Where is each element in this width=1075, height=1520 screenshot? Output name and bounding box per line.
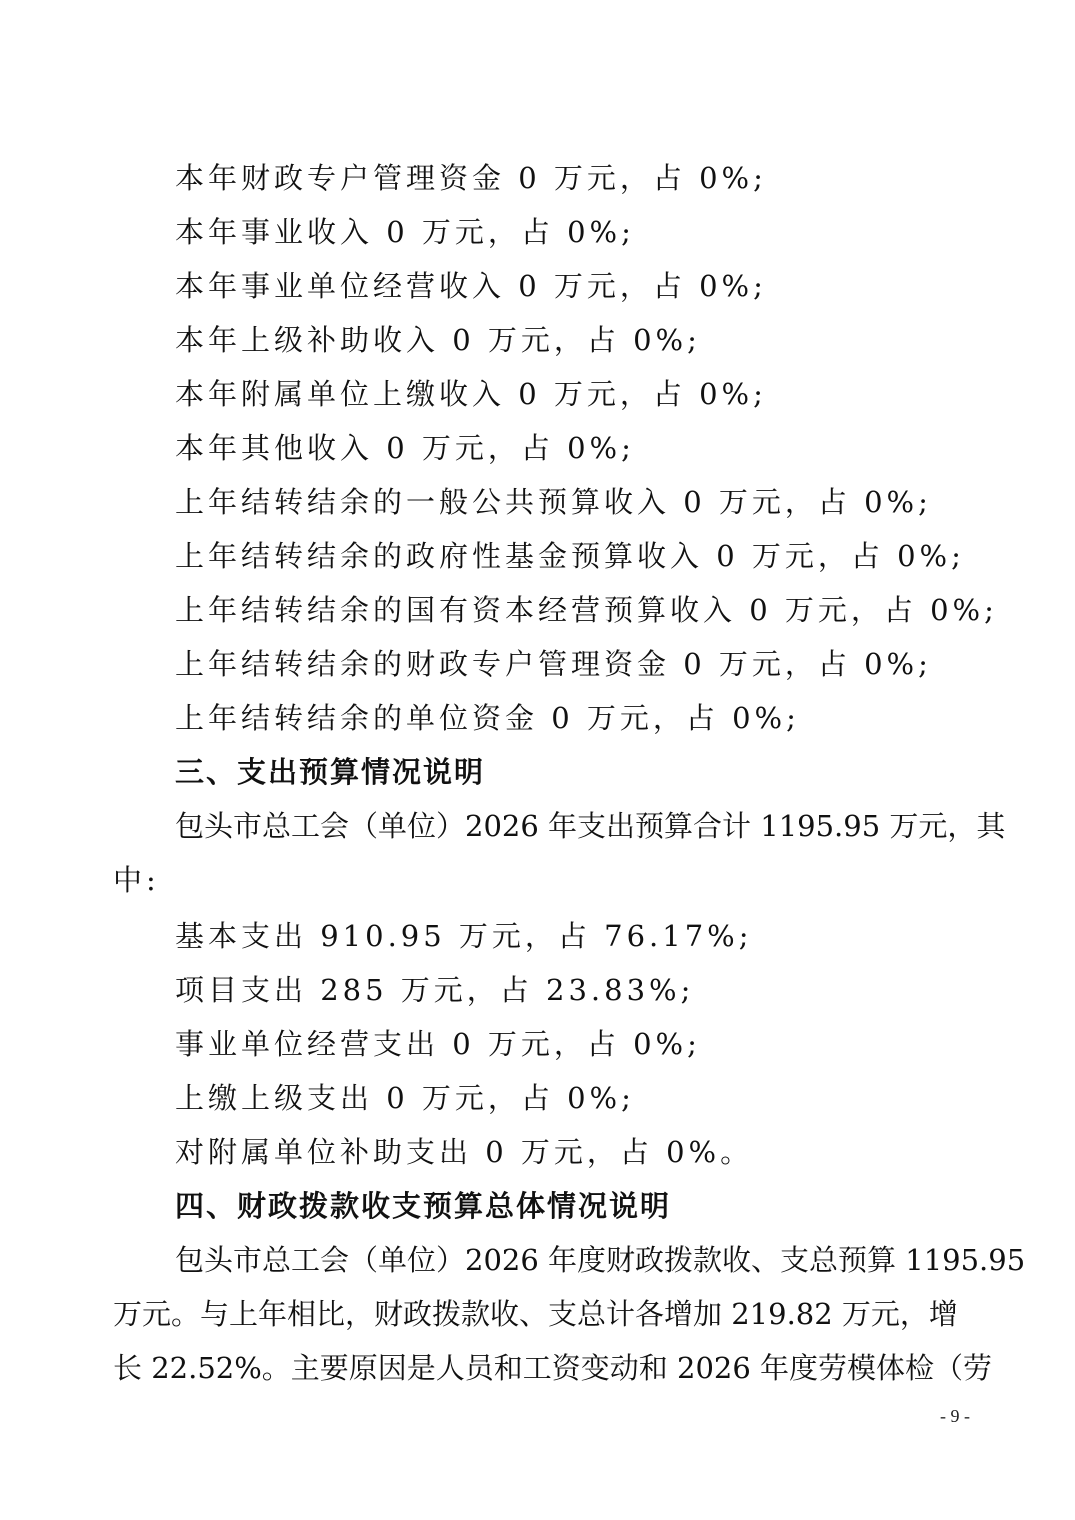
income-item: 本年上级补助收入 0 万元，占 0%;: [175, 323, 701, 357]
income-item: 本年事业单位经营收入 0 万元，占 0%;: [175, 269, 767, 303]
income-item: 本年附属单位上缴收入 0 万元，占 0%;: [175, 377, 767, 411]
expenditure-item: 上缴上级支出 0 万元，占 0%;: [175, 1081, 635, 1115]
expenditure-item: 基本支出 910.95 万元，占 76.17%;: [175, 919, 753, 953]
income-item: 本年其他收入 0 万元，占 0%;: [175, 431, 635, 465]
income-item: 上年结转结余的一般公共预算收入 0 万元，占 0%;: [175, 485, 932, 519]
fiscal-paragraph-line: 长 22.52%。主要原因是人员和工资变动和 2026 年度劳模体检（劳: [113, 1351, 993, 1385]
income-item: 上年结转结余的国有资本经营预算收入 0 万元，占 0%;: [175, 593, 998, 627]
income-item: 上年结转结余的财政专户管理资金 0 万元，占 0%;: [175, 647, 932, 681]
expenditure-intro: 包头市总工会（单位）2026 年支出预算合计 1195.95 万元，其: [175, 809, 1006, 843]
income-item: 上年结转结余的单位资金 0 万元，占 0%;: [175, 701, 800, 735]
fiscal-paragraph-line: 包头市总工会（单位）2026 年度财政拨款收、支总预算 1195.95: [175, 1243, 1026, 1277]
section-heading-fiscal: 四、财政拨款收支预算总体情况说明: [175, 1189, 672, 1223]
expenditure-item: 事业单位经营支出 0 万元，占 0%;: [175, 1027, 701, 1061]
income-item: 上年结转结余的政府性基金预算收入 0 万元，占 0%;: [175, 539, 965, 573]
expenditure-item: 项目支出 285 万元，占 23.83%;: [175, 973, 695, 1007]
expenditure-intro-cont: 中:: [113, 863, 160, 897]
expenditure-item: 对附属单位补助支出 0 万元，占 0%。: [175, 1135, 754, 1169]
section-heading-expenditure: 三、支出预算情况说明: [175, 755, 486, 789]
fiscal-paragraph-line: 万元。与上年相比，财政拨款收、支总计各增加 219.82 万元，增: [113, 1297, 958, 1331]
income-item: 本年财政专户管理资金 0 万元，占 0%;: [175, 161, 767, 195]
page-number: - 9 -: [940, 1406, 970, 1426]
income-item: 本年事业收入 0 万元，占 0%;: [175, 215, 635, 249]
